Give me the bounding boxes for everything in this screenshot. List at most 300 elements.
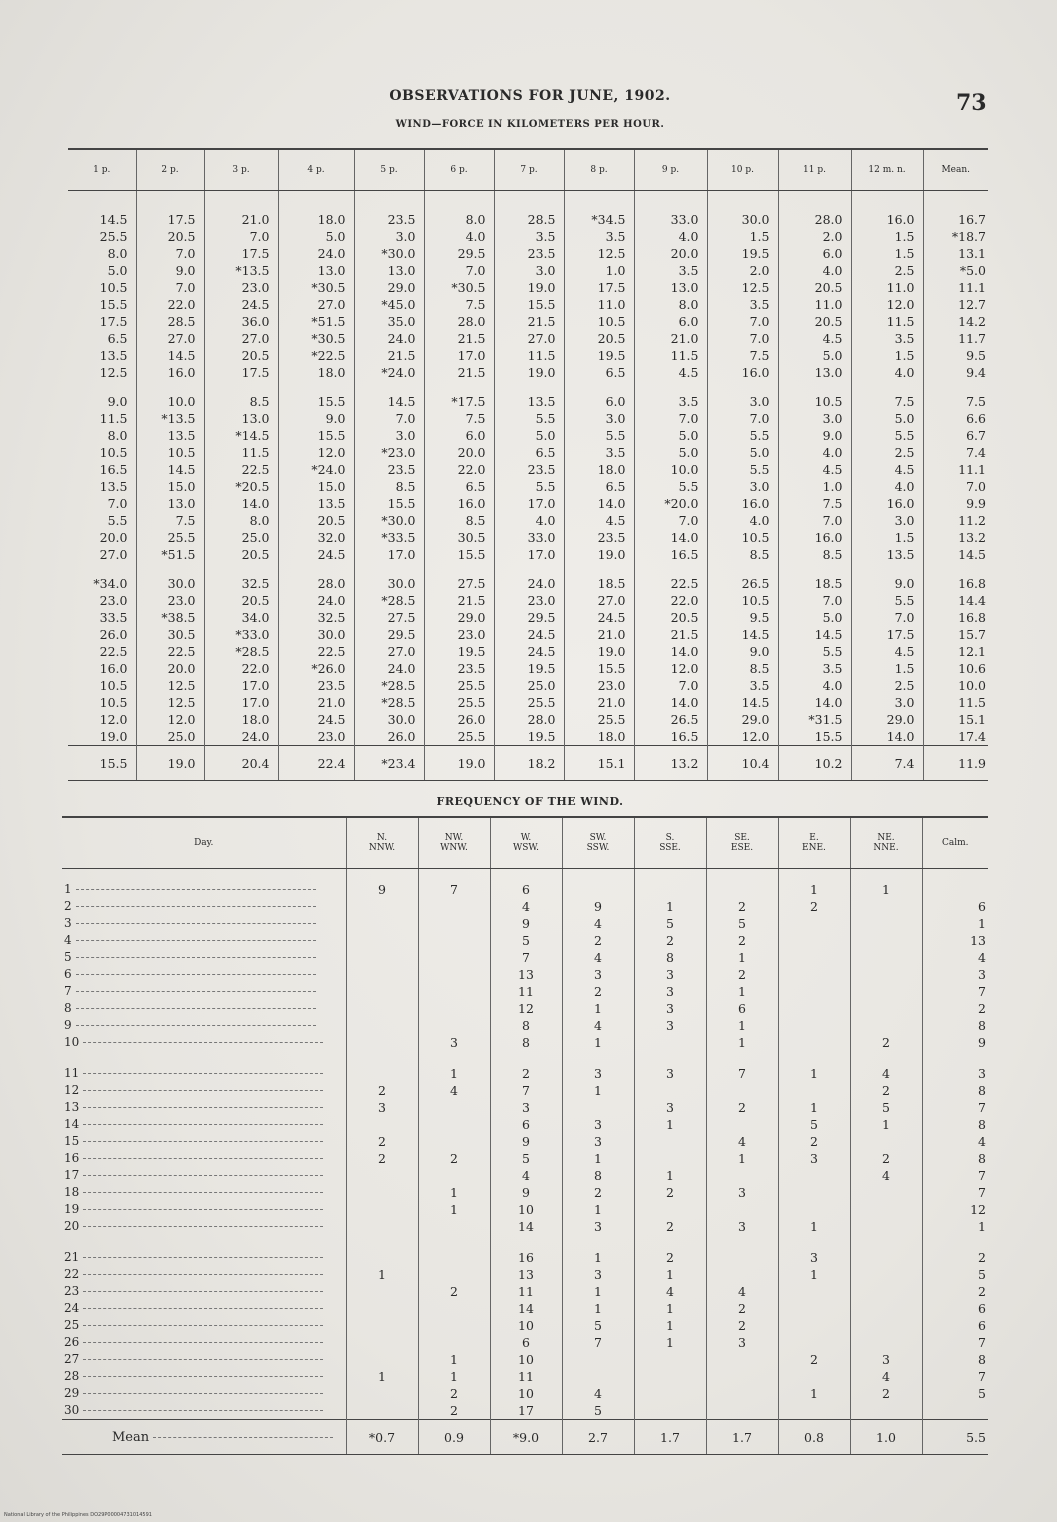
table-cell: 4.0 (778, 444, 851, 461)
table-cell (418, 949, 490, 966)
table-cell: 10.5 (564, 313, 634, 330)
table-cell (634, 869, 706, 899)
day-number: 6 (64, 967, 72, 981)
table-cell: 21.5 (424, 330, 494, 347)
table-cell: 5.0 (778, 609, 851, 626)
table-cell: 27.0 (278, 296, 354, 313)
table-cell: 2.5 (851, 444, 923, 461)
table-cell: 25.5 (136, 529, 204, 546)
table-cell: 3.5 (634, 381, 707, 410)
table-cell (346, 932, 418, 949)
table-row (68, 313, 988, 330)
table-cell (346, 1116, 418, 1133)
table-cell: 2 (978, 1284, 986, 1299)
table-cell: 3 (562, 1051, 634, 1082)
table-cell (778, 1017, 850, 1034)
leader-dots (83, 1124, 323, 1125)
table-cell (850, 1235, 922, 1266)
table-cell: 3.0 (707, 478, 778, 495)
table-cell: 6 (490, 869, 562, 899)
table-cell: 12.5 (707, 279, 778, 296)
table-cell: 9.0 (707, 643, 778, 660)
table-cell: 4 (562, 915, 634, 932)
table-cell (634, 1368, 706, 1385)
table-cell (706, 1368, 778, 1385)
table-cell: 24.5 (494, 643, 564, 660)
table-cell: 23.0 (136, 592, 204, 609)
table-cell: 3 (634, 1051, 706, 1082)
table-cell: 23.0 (204, 279, 278, 296)
mean-cell: 19.0 (424, 746, 494, 781)
table-cell: 17.5 (851, 626, 923, 643)
table-cell: 5 (978, 1267, 986, 1282)
table-cell (346, 1334, 418, 1351)
table-subtitle: WIND—FORCE IN KILOMETERS PER HOUR. (395, 119, 665, 130)
table-cell: 21.5 (354, 347, 424, 364)
table-cell: 7.5 (424, 410, 494, 427)
table-cell: 29.0 (354, 279, 424, 296)
table-cell (346, 1283, 418, 1300)
day-number: 4 (64, 933, 72, 947)
table-cell: 4 (418, 1082, 490, 1099)
table-cell: 3 (706, 1334, 778, 1351)
table-cell: 22.0 (204, 660, 278, 677)
table-cell: 3 (634, 966, 706, 983)
table-cell: 8.0 (424, 191, 494, 229)
table-cell: 15.5 (778, 728, 851, 746)
table-cell: 4 (634, 1283, 706, 1300)
table-cell: 8.5 (707, 660, 778, 677)
table-row (68, 660, 988, 677)
mean-cell: 1.7 (706, 1420, 778, 1455)
table-cell: 2 (418, 1283, 490, 1300)
table-cell: 28.0 (494, 711, 564, 728)
table-cell: 5.0 (494, 427, 564, 444)
table-cell: 12.0 (634, 660, 707, 677)
table-cell: 20.5 (204, 347, 278, 364)
table-cell: 20.5 (136, 228, 204, 245)
table-cell: 15.5 (68, 296, 136, 313)
table-cell: *38.5 (136, 609, 204, 626)
leader-dots (83, 1073, 323, 1074)
table-cell: *45.0 (354, 296, 424, 313)
table-row (68, 245, 988, 262)
table-cell (850, 1317, 922, 1334)
table-cell: 8.5 (707, 546, 778, 563)
table-cell: 8 (490, 1034, 562, 1051)
table-cell: 23.0 (564, 677, 634, 694)
leader-dots (83, 1107, 323, 1108)
table-cell: 10 (490, 1317, 562, 1334)
column-header: Calm. (922, 817, 988, 869)
table-cell: 8.0 (634, 296, 707, 313)
column-header: SW. SSW. (562, 817, 634, 869)
table-cell: 12.0 (68, 711, 136, 728)
day-number: 1 (64, 882, 72, 896)
table-cell: 1 (778, 1051, 850, 1082)
column-header: 11 p. (778, 149, 851, 191)
table-cell (706, 1351, 778, 1368)
table-cell: 5.0 (634, 444, 707, 461)
day-cell (62, 1402, 346, 1420)
table-cell (418, 1099, 490, 1116)
table-cell: 1 (778, 1218, 850, 1235)
table-cell: 20.5 (204, 546, 278, 563)
day-cell (62, 1034, 346, 1051)
table-cell: 14.2 (958, 314, 986, 329)
table-cell: 1 (418, 1368, 490, 1385)
table-cell: 7.5 (851, 381, 923, 410)
column-header: Day. (62, 817, 346, 869)
table-cell: 24.0 (494, 563, 564, 592)
table-row (62, 869, 988, 899)
table-cell: 4 (978, 1134, 986, 1149)
table-cell: 3.5 (851, 330, 923, 347)
day-number: 14 (64, 1117, 80, 1131)
table-cell (778, 1334, 850, 1351)
day-cell (62, 1184, 346, 1201)
table-cell: 8.0 (204, 512, 278, 529)
table-cell (778, 949, 850, 966)
table-cell: *23.0 (354, 444, 424, 461)
table-cell: 14.0 (634, 694, 707, 711)
table-cell: 7 (562, 1334, 634, 1351)
day-number: 29 (64, 1386, 80, 1400)
table-cell: 3.0 (564, 410, 634, 427)
table-cell: 11 (490, 983, 562, 1000)
table-cell: 2.0 (778, 228, 851, 245)
table-cell: *30.5 (278, 330, 354, 347)
table-cell: 30.0 (278, 626, 354, 643)
table-cell (346, 1201, 418, 1218)
day-cell (62, 1116, 346, 1133)
table-cell: 26.0 (354, 728, 424, 746)
table-cell: 18.0 (564, 461, 634, 478)
table-cell: 1 (562, 1283, 634, 1300)
table-cell: 25.5 (424, 694, 494, 711)
day-cell (62, 1300, 346, 1317)
mean-cell: 15.1 (564, 746, 634, 781)
table-row (62, 949, 988, 966)
table-row (68, 711, 988, 728)
table-cell: 19.0 (564, 546, 634, 563)
day-number: 3 (64, 916, 72, 930)
table-cell (634, 1082, 706, 1099)
table-cell: 14.5 (958, 547, 986, 562)
table-cell: 11.1 (958, 280, 986, 295)
table-cell: 1 (634, 1334, 706, 1351)
table-cell (706, 1167, 778, 1184)
table-cell: 1 (850, 1116, 922, 1133)
table-cell: 23.0 (424, 626, 494, 643)
table-cell: 5.5 (851, 427, 923, 444)
table-cell: 3 (562, 1116, 634, 1133)
table-cell: 8.0 (68, 427, 136, 444)
table-cell: 2 (978, 1001, 986, 1016)
table-cell: 4 (562, 1017, 634, 1034)
table-cell: 16.0 (851, 191, 923, 229)
day-number: 28 (64, 1369, 80, 1383)
day-number: 5 (64, 950, 72, 964)
table-cell: 3 (634, 1099, 706, 1116)
table-cell: 7 (490, 1082, 562, 1099)
table-cell: 10.5 (707, 529, 778, 546)
leader-dots (76, 974, 316, 975)
table-row (62, 1402, 988, 1420)
table-cell: 13 (970, 933, 986, 948)
table-cell: 10 (490, 1351, 562, 1368)
table-cell: 23.0 (494, 592, 564, 609)
table-cell: *13.5 (204, 262, 278, 279)
mean-label: Mean (112, 1429, 150, 1445)
table-cell: 11.7 (958, 331, 986, 346)
table-row (62, 1017, 988, 1034)
table-cell: 1.5 (851, 529, 923, 546)
table-cell: 10.6 (958, 661, 986, 676)
day-number: 19 (64, 1202, 80, 1216)
table-row (68, 444, 988, 461)
table-cell: 22.5 (634, 563, 707, 592)
table-cell: 4.5 (851, 461, 923, 478)
day-number: 18 (64, 1185, 80, 1199)
table-cell: 5 (778, 1116, 850, 1133)
table-row (62, 1235, 988, 1266)
table-cell (346, 915, 418, 932)
table-cell: 19.0 (564, 643, 634, 660)
table-cell (778, 1201, 850, 1218)
table-row (68, 728, 988, 746)
leader-dots (83, 1393, 323, 1394)
table-cell: 1 (562, 1034, 634, 1051)
mean-row (62, 1420, 988, 1455)
table-cell: 22.0 (634, 592, 707, 609)
column-header: 3 p. (204, 149, 278, 191)
table-row (68, 694, 988, 711)
table-cell: 15.5 (278, 427, 354, 444)
table-cell (418, 1167, 490, 1184)
table-cell: 7 (978, 984, 986, 999)
table-cell: 5.0 (851, 410, 923, 427)
table-cell: 3.5 (634, 262, 707, 279)
table-cell: 17.0 (494, 546, 564, 563)
table-cell: 20.0 (634, 245, 707, 262)
table-cell: 13 (490, 966, 562, 983)
table-row (62, 1283, 988, 1300)
table-row (68, 626, 988, 643)
leader-dots (83, 1359, 323, 1360)
table-cell: 12.5 (136, 677, 204, 694)
day-number: 10 (64, 1035, 80, 1049)
table-cell: 13.1 (958, 246, 986, 261)
leader-dots (83, 1158, 323, 1159)
table-cell: 4.0 (634, 228, 707, 245)
column-header: SE. ESE. (706, 817, 778, 869)
table-cell: *34.5 (564, 191, 634, 229)
table-cell: 15.0 (278, 478, 354, 495)
table-cell: 30.0 (354, 563, 424, 592)
table-cell: 3 (346, 1099, 418, 1116)
table-cell: 18.0 (204, 711, 278, 728)
table-cell: 2 (346, 1082, 418, 1099)
table-cell: 7.0 (966, 479, 986, 494)
mean-cell: 13.2 (634, 746, 707, 781)
table-cell (706, 1266, 778, 1283)
table-row (68, 643, 988, 660)
table-cell: 1 (778, 1099, 850, 1116)
table-cell: 26.5 (634, 711, 707, 728)
table-cell: 25.0 (204, 529, 278, 546)
table-cell: 21.5 (494, 313, 564, 330)
table-cell: 1 (562, 1235, 634, 1266)
table-cell: 29.5 (424, 245, 494, 262)
table-cell: 8 (978, 1151, 986, 1166)
table-cell (850, 1266, 922, 1283)
mean-cell: 20.4 (204, 746, 278, 781)
table-cell: *24.0 (354, 364, 424, 381)
table-cell: 2 (346, 1150, 418, 1167)
table-cell: 3 (562, 966, 634, 983)
table-cell: 28.5 (136, 313, 204, 330)
table-cell: *28.5 (354, 677, 424, 694)
table-cell (778, 1317, 850, 1334)
table-cell: 12.0 (136, 711, 204, 728)
table-cell: 25.5 (564, 711, 634, 728)
day-number: 22 (64, 1267, 80, 1281)
table-cell (346, 983, 418, 1000)
table-cell: 2 (706, 1300, 778, 1317)
table-cell: 1 (562, 1082, 634, 1099)
table-cell: 7.5 (966, 394, 986, 409)
table-cell (418, 898, 490, 915)
wind-frequency-table (62, 816, 988, 1455)
table-cell: 22.5 (136, 643, 204, 660)
table-cell: 24.0 (204, 728, 278, 746)
table-cell: 17.5 (68, 313, 136, 330)
table-cell: 4.5 (634, 364, 707, 381)
table-cell: 24.5 (204, 296, 278, 313)
table-cell: 24.5 (278, 546, 354, 563)
day-number: 11 (64, 1066, 80, 1080)
leader-dots (83, 1274, 323, 1275)
table-cell: 5.5 (634, 478, 707, 495)
table-cell: 11.0 (851, 279, 923, 296)
table-cell: 1 (706, 1150, 778, 1167)
table-cell: 5.5 (68, 512, 136, 529)
column-header: N. NNW. (346, 817, 418, 869)
table-cell: 6.6 (966, 411, 986, 426)
table-cell: 11.2 (958, 513, 986, 528)
table-cell: 24.0 (278, 592, 354, 609)
table-cell: 2.5 (851, 677, 923, 694)
table-cell (778, 1034, 850, 1051)
leader-dots (76, 1025, 316, 1026)
table-cell: 8 (490, 1017, 562, 1034)
table-cell: 14.5 (778, 626, 851, 643)
table-cell: 21.0 (204, 191, 278, 229)
table-cell: 10.5 (68, 677, 136, 694)
table-cell: 12.5 (136, 694, 204, 711)
table-cell: 3 (562, 1218, 634, 1235)
table-row (68, 427, 988, 444)
table-cell (850, 949, 922, 966)
column-header: 4 p. (278, 149, 354, 191)
table-cell: 4 (490, 1167, 562, 1184)
table-cell: 25.5 (494, 694, 564, 711)
table-cell: 23.5 (278, 677, 354, 694)
table-cell: 7.0 (851, 609, 923, 626)
day-number: 20 (64, 1219, 80, 1233)
day-cell (62, 1351, 346, 1368)
table-cell: 5.5 (707, 427, 778, 444)
table-cell: *13.5 (136, 410, 204, 427)
wind-force-table (68, 148, 988, 781)
table-cell: 14.5 (136, 461, 204, 478)
table-cell: 10 (490, 1201, 562, 1218)
table-cell: 10.5 (68, 279, 136, 296)
table-cell: 7.0 (424, 262, 494, 279)
table-cell: 17.0 (204, 677, 278, 694)
table-cell: 11.0 (564, 296, 634, 313)
table-cell: 14.5 (707, 626, 778, 643)
table-cell: 5.5 (494, 478, 564, 495)
table-cell: 16.0 (424, 495, 494, 512)
table-row (62, 966, 988, 983)
table-cell (418, 1133, 490, 1150)
table-cell: 13.5 (851, 546, 923, 563)
table-row (62, 1201, 988, 1218)
mean-cell: 1.0 (850, 1420, 922, 1455)
table-cell: 4 (490, 898, 562, 915)
table-cell: 1 (978, 916, 986, 931)
table-cell (634, 1402, 706, 1420)
table-row (62, 1351, 988, 1368)
table-cell: 33.0 (634, 191, 707, 229)
table-cell: *24.0 (278, 461, 354, 478)
table-cell: 6.0 (778, 245, 851, 262)
table-cell: 17.0 (204, 694, 278, 711)
frequency-title: FREQUENCY OF THE WIND. (436, 795, 624, 808)
table-row (62, 1051, 988, 1082)
table-cell: 12.0 (851, 296, 923, 313)
table-cell: 1 (562, 1201, 634, 1218)
table-cell: 9.0 (851, 563, 923, 592)
table-cell: 3.5 (707, 677, 778, 694)
table-cell: 16.0 (68, 660, 136, 677)
table-cell: 7.0 (354, 410, 424, 427)
day-number: 27 (64, 1352, 80, 1366)
table-cell: 2 (634, 932, 706, 949)
table-cell: 17.0 (424, 347, 494, 364)
table-cell: 24.5 (278, 711, 354, 728)
table-cell: 13.0 (204, 410, 278, 427)
table-cell: 14.0 (564, 495, 634, 512)
table-cell: 2 (778, 898, 850, 915)
leader-dots (83, 1376, 323, 1377)
column-header: 6 p. (424, 149, 494, 191)
mean-cell: 11.9 (923, 746, 988, 781)
table-cell: 2 (706, 932, 778, 949)
table-cell: 12.1 (958, 644, 986, 659)
table-cell (346, 1402, 418, 1420)
table-cell: 7 (978, 1185, 986, 1200)
table-cell: 16.8 (958, 610, 986, 625)
table-cell: 5.0 (707, 444, 778, 461)
table-cell (418, 1317, 490, 1334)
table-cell: 14.5 (354, 381, 424, 410)
table-cell: 9.0 (136, 262, 204, 279)
leader-dots (83, 1257, 323, 1258)
table-cell: *28.5 (354, 592, 424, 609)
